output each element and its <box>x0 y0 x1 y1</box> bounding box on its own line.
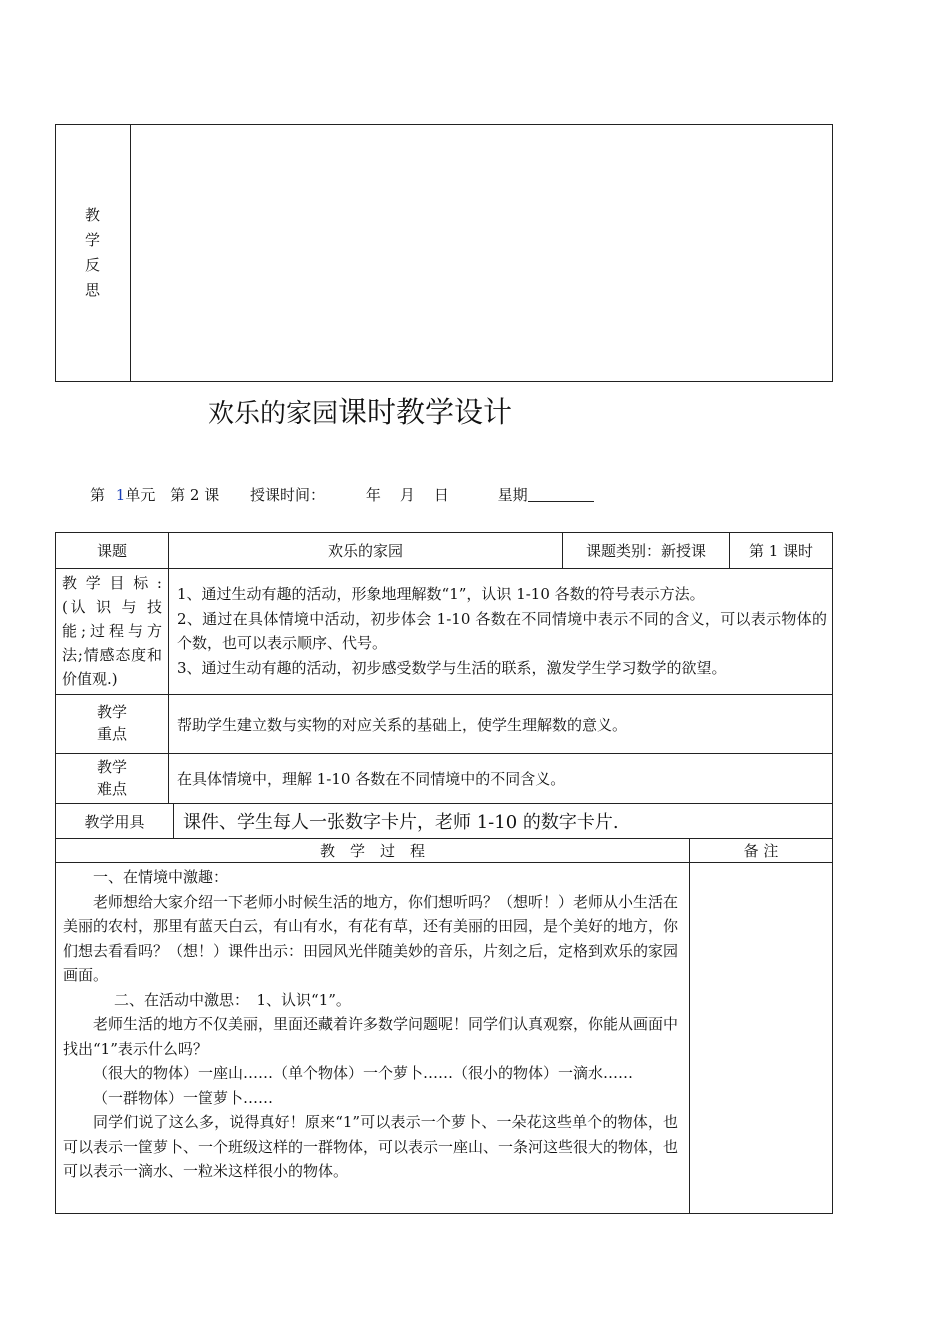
goal-item: 3、通过生动有趣的活动，初步感受数学与生活的联系，激发学生学习数学的欲望。 <box>177 658 727 677</box>
reflection-box <box>55 124 833 382</box>
difficulty-text: 在具体情境中，理解 1-10 各数在不同情境中的不同含义。 <box>177 770 566 788</box>
topic-value: 欢乐的家园 <box>327 542 403 560</box>
table-col-divider <box>173 803 174 839</box>
weekday-blank[interactable] <box>528 487 594 502</box>
goals-list <box>177 582 827 680</box>
weekday-label: 星期 <box>497 486 528 504</box>
teaching-time-label: 授课时间： <box>250 486 326 504</box>
goal-item: 1、通过生动有趣的活动，形象地理解数“1”，认识 1-10 各数的符号表示方法。 <box>177 585 705 603</box>
title-lesson-name: 欢乐的家园 <box>208 399 339 429</box>
difficulty-label-line: 难点 <box>96 780 127 798</box>
unit-suffix: 单元 <box>125 486 156 504</box>
difficulty-label <box>56 756 168 800</box>
unit-number: 1 <box>115 486 126 504</box>
topic-label: 课题 <box>96 542 127 560</box>
table-col-divider <box>689 838 690 1214</box>
period-count: 第 1 课时 <box>748 542 814 560</box>
page-title <box>208 390 512 431</box>
process-paragraph: 老师生活的地方不仅美丽，里面还藏着许多数学问题呢！同学们认真观察，你能从画面中找出“1”表示什么吗？ <box>63 1015 679 1058</box>
reflection-label-char: 思 <box>84 281 100 299</box>
table-col-divider <box>168 532 169 804</box>
key-point-label-line: 教学 <box>96 703 127 721</box>
process-paragraph: 一、在情境中激趣： <box>93 868 229 886</box>
reflection-label-char: 教 <box>84 206 100 224</box>
topic-type: 课题类别：新授课 <box>585 542 706 560</box>
reflection-label-char: 反 <box>84 256 100 274</box>
difficulty-label-line: 教学 <box>96 758 127 776</box>
process-paragraph: （很大的物体）一座山……（单个物体）一个萝卜……（很小的物体）一滴水…… <box>93 1064 634 1082</box>
table-rule <box>55 568 833 569</box>
reflection-label-char: 学 <box>84 231 100 249</box>
reflection-label <box>55 124 130 382</box>
goals-label: 教 学 目 标 :(认 识 与 技能;过程与方法;情感态度和价值观.) <box>62 574 162 688</box>
table-rule <box>55 862 833 863</box>
key-point-label-line: 重点 <box>96 725 127 743</box>
title-suffix: 课时教学设计 <box>338 395 513 429</box>
lesson-meta-line <box>90 484 594 505</box>
process-paragraph: （一群物体）一筐萝卜…… <box>93 1088 274 1107</box>
key-point-label <box>56 701 168 745</box>
tools-text: 课件、学生每人一张数字卡片，老师 1-10 的数字卡片. <box>183 812 619 833</box>
key-point-text: 帮助学生建立数与实物的对应关系的基础上，使学生理解数的意义。 <box>177 715 628 734</box>
process-paragraph: 同学们说了这么多，说得真好！原来“1”可以表示一个萝卜、一朵花这些单个的物体，也可以表示一筐萝卜、一个班级这样的一群物体，可以表示一座山、一条河这些很大的物体，也可以表示一滴水、一粒米这样很小的物体。 <box>63 1113 679 1180</box>
reflection-divider <box>130 124 131 382</box>
date-fields: 年 月 日 <box>365 486 451 504</box>
process-paragraph: 二、在活动中激思： 1、认识“1”。 <box>114 990 351 1009</box>
unit-prefix: 第 <box>90 486 106 504</box>
tools-label: 教学用具 <box>84 812 145 831</box>
goal-item: 2、通过在具体情境中活动，初步体会 1-10 各数在不同情境中表示不同的含义，可以表示物体的个数，也可以表示顺序、代号。 <box>177 609 827 652</box>
notes-header: 备 注 <box>743 842 779 860</box>
process-header: 教 学 过 程 <box>319 842 425 860</box>
lesson-number: 第 2 课 <box>170 486 220 504</box>
process-paragraph: 老师想给大家介绍一下老师小时候生活的地方，你们想听吗？（想听！）老师从小生活在美丽的农村，那里有蓝天白云，有山有水，有花有草，还有美丽的田园，是个美好的地方，你们想去看看吗？（想！）课件出示：田园风光伴随美妙的音乐，片刻之后，定格到欢乐的家园画面。 <box>63 892 679 984</box>
process-body <box>63 865 678 1184</box>
